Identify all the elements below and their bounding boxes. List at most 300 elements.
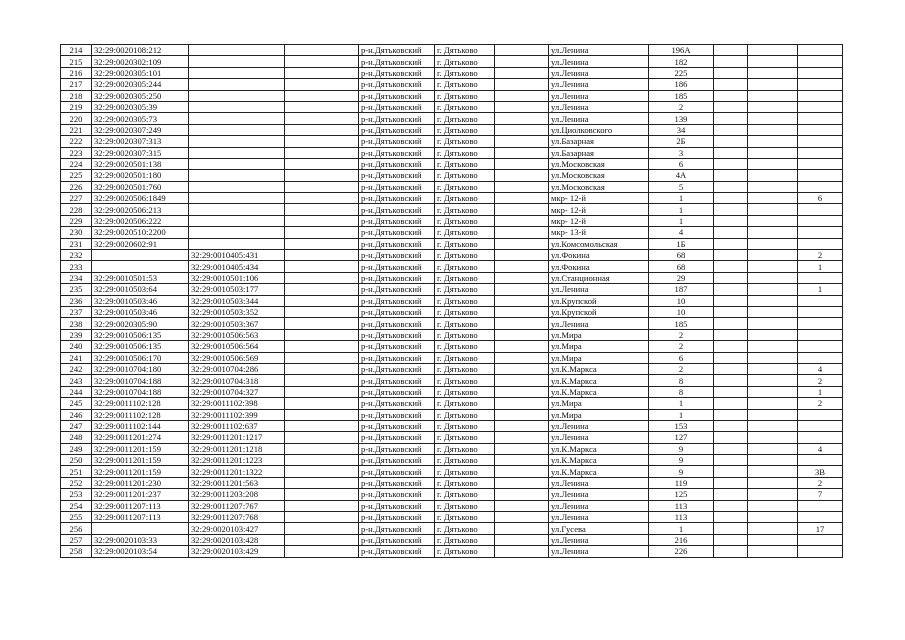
cell-house-number: 1 xyxy=(649,398,714,409)
cell-extra-cadastral xyxy=(285,466,359,477)
table-row xyxy=(61,170,843,181)
cell-street: мкр- 12-й xyxy=(549,193,649,204)
cell-street: ул.Мира xyxy=(549,409,649,420)
cell-settlement xyxy=(495,67,549,78)
cell-district: р-н.Дятьковский xyxy=(359,489,435,500)
property-register-table xyxy=(60,44,843,558)
cell-land-cadastral-number: 32:29:0020501:760 xyxy=(92,181,189,192)
cell-corpus xyxy=(798,500,843,511)
cell-land-cadastral-number: 32:29:0010506:135 xyxy=(92,341,189,352)
table-row xyxy=(61,272,843,283)
cell-object-cadastral-number: 32:29:0011201:563 xyxy=(189,477,285,488)
cell-corpus xyxy=(798,90,843,101)
cell-extra-cadastral xyxy=(285,181,359,192)
cell-street: ул.Ленина xyxy=(549,477,649,488)
cell-flat xyxy=(748,261,798,272)
cell-flat xyxy=(748,272,798,283)
cell-extra-cadastral xyxy=(285,67,359,78)
cell-house-number: 119 xyxy=(649,477,714,488)
cell-land-cadastral-number: 32:29:0020501:138 xyxy=(92,158,189,169)
cell-district: р-н.Дятьковский xyxy=(359,79,435,90)
cell-corpus xyxy=(798,432,843,443)
cell-land-cadastral-number: 32:29:0010503:64 xyxy=(92,284,189,295)
cell-row-number: 235 xyxy=(61,284,92,295)
cell-building xyxy=(714,215,748,226)
cell-extra-cadastral xyxy=(285,158,359,169)
cell-row-number: 233 xyxy=(61,261,92,272)
cell-corpus: 1 xyxy=(798,261,843,272)
cell-land-cadastral-number xyxy=(92,250,189,261)
cell-settlement xyxy=(495,420,549,431)
cell-corpus xyxy=(798,136,843,147)
cell-house-number: 226 xyxy=(649,546,714,557)
table-row xyxy=(61,158,843,169)
cell-row-number: 224 xyxy=(61,158,92,169)
cell-extra-cadastral xyxy=(285,455,359,466)
cell-row-number: 222 xyxy=(61,136,92,147)
cell-city: г. Дятьково xyxy=(435,306,495,317)
cell-settlement xyxy=(495,147,549,158)
cell-city: г. Дятьково xyxy=(435,375,495,386)
cell-flat xyxy=(748,432,798,443)
cell-land-cadastral-number: 32:29:0020302:109 xyxy=(92,56,189,67)
cell-city: г. Дятьково xyxy=(435,409,495,420)
cell-city: г. Дятьково xyxy=(435,79,495,90)
cell-settlement xyxy=(495,398,549,409)
cell-district: р-н.Дятьковский xyxy=(359,215,435,226)
cell-street: ул.Мира xyxy=(549,341,649,352)
cell-street: ул.К.Маркса xyxy=(549,443,649,454)
cell-flat xyxy=(748,101,798,112)
cell-house-number: 6 xyxy=(649,352,714,363)
cell-land-cadastral-number: 32:29:0020305:39 xyxy=(92,101,189,112)
cell-extra-cadastral xyxy=(285,329,359,340)
cell-corpus xyxy=(798,295,843,306)
cell-building xyxy=(714,443,748,454)
cell-house-number: 125 xyxy=(649,489,714,500)
table-row xyxy=(61,466,843,477)
table-row xyxy=(61,101,843,112)
cell-row-number: 239 xyxy=(61,329,92,340)
cell-building xyxy=(714,147,748,158)
cell-settlement xyxy=(495,101,549,112)
table-row xyxy=(61,45,843,56)
cell-flat xyxy=(748,227,798,238)
cell-house-number: 8 xyxy=(649,375,714,386)
cell-street: ул.К.Маркса xyxy=(549,363,649,374)
cell-object-cadastral-number: 32:29:0010506:569 xyxy=(189,352,285,363)
cell-city: г. Дятьково xyxy=(435,420,495,431)
cell-land-cadastral-number: 32:29:0011102:128 xyxy=(92,398,189,409)
table-row xyxy=(61,420,843,431)
cell-street: ул.Ленина xyxy=(549,56,649,67)
cell-house-number: 4 xyxy=(649,227,714,238)
cell-city: г. Дятьково xyxy=(435,45,495,56)
cell-city: г. Дятьково xyxy=(435,466,495,477)
cell-house-number: 5 xyxy=(649,181,714,192)
cell-object-cadastral-number xyxy=(189,56,285,67)
table-row xyxy=(61,284,843,295)
table-row xyxy=(61,534,843,545)
cell-land-cadastral-number: 32:29:0010506:135 xyxy=(92,329,189,340)
cell-street: ул.Ленина xyxy=(549,546,649,557)
cell-building xyxy=(714,420,748,431)
cell-building xyxy=(714,56,748,67)
table-row xyxy=(61,181,843,192)
cell-street: ул.Крупской xyxy=(549,306,649,317)
cell-row-number: 247 xyxy=(61,420,92,431)
cell-building xyxy=(714,181,748,192)
cell-district: р-н.Дятьковский xyxy=(359,136,435,147)
cell-house-number: 1 xyxy=(649,409,714,420)
cell-house-number: 139 xyxy=(649,113,714,124)
cell-house-number: 3 xyxy=(649,147,714,158)
cell-corpus: 4 xyxy=(798,363,843,374)
cell-house-number: 8 xyxy=(649,386,714,397)
cell-building xyxy=(714,227,748,238)
cell-extra-cadastral xyxy=(285,215,359,226)
cell-street: ул.Московская xyxy=(549,181,649,192)
cell-house-number: 182 xyxy=(649,56,714,67)
cell-object-cadastral-number xyxy=(189,215,285,226)
cell-land-cadastral-number: 32:29:0011201:159 xyxy=(92,455,189,466)
cell-flat xyxy=(748,466,798,477)
cell-district: р-н.Дятьковский xyxy=(359,158,435,169)
cell-row-number: 256 xyxy=(61,523,92,534)
cell-district: р-н.Дятьковский xyxy=(359,477,435,488)
cell-settlement xyxy=(495,455,549,466)
cell-district: р-н.Дятьковский xyxy=(359,295,435,306)
cell-city: г. Дятьково xyxy=(435,101,495,112)
cell-street: мкр- 12-й xyxy=(549,215,649,226)
cell-flat xyxy=(748,284,798,295)
cell-flat xyxy=(748,56,798,67)
cell-flat xyxy=(748,295,798,306)
cell-row-number: 236 xyxy=(61,295,92,306)
cell-street: ул.Ленина xyxy=(549,534,649,545)
cell-flat xyxy=(748,398,798,409)
cell-extra-cadastral xyxy=(285,420,359,431)
cell-land-cadastral-number: 32:29:0020108:212 xyxy=(92,45,189,56)
cell-district: р-н.Дятьковский xyxy=(359,329,435,340)
cell-settlement xyxy=(495,124,549,135)
cell-building xyxy=(714,409,748,420)
cell-row-number: 220 xyxy=(61,113,92,124)
cell-city: г. Дятьково xyxy=(435,489,495,500)
cell-building xyxy=(714,500,748,511)
cell-district: р-н.Дятьковский xyxy=(359,272,435,283)
table-row xyxy=(61,398,843,409)
cell-building xyxy=(714,375,748,386)
cell-house-number: 2Б xyxy=(649,136,714,147)
cell-flat xyxy=(748,534,798,545)
cell-corpus xyxy=(798,67,843,78)
cell-city: г. Дятьково xyxy=(435,215,495,226)
cell-row-number: 218 xyxy=(61,90,92,101)
cell-settlement xyxy=(495,272,549,283)
cell-flat xyxy=(748,79,798,90)
cell-row-number: 252 xyxy=(61,477,92,488)
cell-extra-cadastral xyxy=(285,477,359,488)
cell-land-cadastral-number: 32:29:0020305:73 xyxy=(92,113,189,124)
cell-city: г. Дятьково xyxy=(435,284,495,295)
cell-extra-cadastral xyxy=(285,193,359,204)
cell-flat xyxy=(748,375,798,386)
cell-extra-cadastral xyxy=(285,272,359,283)
cell-land-cadastral-number: 32:29:0020307:315 xyxy=(92,147,189,158)
cell-flat xyxy=(748,193,798,204)
cell-district: р-н.Дятьковский xyxy=(359,284,435,295)
cell-object-cadastral-number xyxy=(189,124,285,135)
cell-building xyxy=(714,318,748,329)
cell-building xyxy=(714,477,748,488)
cell-object-cadastral-number: 32:29:0011207:767 xyxy=(189,500,285,511)
cell-land-cadastral-number: 32:29:0020602:91 xyxy=(92,238,189,249)
cell-flat xyxy=(748,523,798,534)
cell-land-cadastral-number: 32:29:0011201:230 xyxy=(92,477,189,488)
cell-settlement xyxy=(495,363,549,374)
cell-land-cadastral-number: 32:29:0011201:159 xyxy=(92,443,189,454)
cell-corpus xyxy=(798,238,843,249)
cell-flat xyxy=(748,386,798,397)
cell-land-cadastral-number: 32:29:0010704:188 xyxy=(92,375,189,386)
cell-object-cadastral-number: 32:29:0010503:367 xyxy=(189,318,285,329)
cell-house-number: 127 xyxy=(649,432,714,443)
cell-land-cadastral-number: 32:29:0020305:250 xyxy=(92,90,189,101)
cell-district: р-н.Дятьковский xyxy=(359,170,435,181)
cell-row-number: 258 xyxy=(61,546,92,557)
cell-district: р-н.Дятьковский xyxy=(359,250,435,261)
cell-district: р-н.Дятьковский xyxy=(359,45,435,56)
cell-house-number: 225 xyxy=(649,67,714,78)
cell-flat xyxy=(748,250,798,261)
table-row xyxy=(61,352,843,363)
cell-corpus: 2 xyxy=(798,250,843,261)
cell-flat xyxy=(748,546,798,557)
table-row xyxy=(61,489,843,500)
cell-district: р-н.Дятьковский xyxy=(359,443,435,454)
cell-row-number: 223 xyxy=(61,147,92,158)
cell-settlement xyxy=(495,443,549,454)
cell-street: ул.Ленина xyxy=(549,45,649,56)
cell-row-number: 237 xyxy=(61,306,92,317)
cell-row-number: 214 xyxy=(61,45,92,56)
cell-corpus xyxy=(798,272,843,283)
cell-city: г. Дятьково xyxy=(435,124,495,135)
cell-extra-cadastral xyxy=(285,409,359,420)
cell-extra-cadastral xyxy=(285,45,359,56)
cell-settlement xyxy=(495,215,549,226)
cell-street: ул.Ленина xyxy=(549,512,649,523)
cell-extra-cadastral xyxy=(285,306,359,317)
table-row xyxy=(61,409,843,420)
cell-district: р-н.Дятьковский xyxy=(359,227,435,238)
table-row xyxy=(61,250,843,261)
cell-district: р-н.Дятьковский xyxy=(359,352,435,363)
cell-land-cadastral-number: 32:29:0010704:188 xyxy=(92,386,189,397)
cell-building xyxy=(714,238,748,249)
cell-settlement xyxy=(495,250,549,261)
cell-settlement xyxy=(495,386,549,397)
cell-corpus: 17 xyxy=(798,523,843,534)
cell-extra-cadastral xyxy=(285,489,359,500)
cell-land-cadastral-number: 32:29:0010704:180 xyxy=(92,363,189,374)
cell-building xyxy=(714,272,748,283)
cell-city: г. Дятьково xyxy=(435,170,495,181)
cell-house-number: 2 xyxy=(649,363,714,374)
cell-corpus: 6 xyxy=(798,193,843,204)
cell-city: г. Дятьково xyxy=(435,363,495,374)
cell-object-cadastral-number: 32:29:0010506:564 xyxy=(189,341,285,352)
cell-district: р-н.Дятьковский xyxy=(359,500,435,511)
cell-settlement xyxy=(495,56,549,67)
cell-corpus: 1 xyxy=(798,386,843,397)
table-row xyxy=(61,523,843,534)
table-row xyxy=(61,386,843,397)
cell-settlement xyxy=(495,204,549,215)
cell-corpus xyxy=(798,79,843,90)
table-row xyxy=(61,147,843,158)
cell-land-cadastral-number: 32:29:0020506:213 xyxy=(92,204,189,215)
cell-district: р-н.Дятьковский xyxy=(359,386,435,397)
cell-land-cadastral-number: 32:29:0020506:1849 xyxy=(92,193,189,204)
cell-district: р-н.Дятьковский xyxy=(359,398,435,409)
cell-district: р-н.Дятьковский xyxy=(359,113,435,124)
cell-row-number: 245 xyxy=(61,398,92,409)
cell-corpus xyxy=(798,512,843,523)
cell-object-cadastral-number xyxy=(189,45,285,56)
cell-object-cadastral-number: 32:29:0011203:208 xyxy=(189,489,285,500)
cell-building xyxy=(714,124,748,135)
cell-building xyxy=(714,398,748,409)
cell-street: ул.Ленина xyxy=(549,318,649,329)
table-row xyxy=(61,204,843,215)
cell-extra-cadastral xyxy=(285,318,359,329)
cell-city: г. Дятьково xyxy=(435,329,495,340)
cell-extra-cadastral xyxy=(285,534,359,545)
cell-row-number: 230 xyxy=(61,227,92,238)
cell-building xyxy=(714,489,748,500)
cell-flat xyxy=(748,443,798,454)
cell-corpus: 4 xyxy=(798,443,843,454)
table-row xyxy=(61,261,843,272)
cell-flat xyxy=(748,158,798,169)
cell-land-cadastral-number: 32:29:0020307:313 xyxy=(92,136,189,147)
cell-object-cadastral-number: 32:29:0010704:318 xyxy=(189,375,285,386)
cell-district: р-н.Дятьковский xyxy=(359,147,435,158)
cell-house-number: 1 xyxy=(649,215,714,226)
table-row xyxy=(61,477,843,488)
cell-house-number: 34 xyxy=(649,124,714,135)
cell-extra-cadastral xyxy=(285,500,359,511)
table-row xyxy=(61,215,843,226)
cell-street: мкр- 13-й xyxy=(549,227,649,238)
cell-extra-cadastral xyxy=(285,546,359,557)
cell-building xyxy=(714,101,748,112)
cell-flat xyxy=(748,90,798,101)
cell-corpus: 3В xyxy=(798,466,843,477)
cell-corpus xyxy=(798,409,843,420)
cell-flat xyxy=(748,352,798,363)
cell-flat xyxy=(748,363,798,374)
cell-land-cadastral-number: 32:29:0020103:54 xyxy=(92,546,189,557)
cell-street: ул.Базарная xyxy=(549,136,649,147)
cell-street: ул.Мира xyxy=(549,352,649,363)
cell-object-cadastral-number xyxy=(189,113,285,124)
cell-flat xyxy=(748,420,798,431)
cell-corpus: 1 xyxy=(798,284,843,295)
cell-row-number: 231 xyxy=(61,238,92,249)
cell-settlement xyxy=(495,523,549,534)
cell-district: р-н.Дятьковский xyxy=(359,124,435,135)
cell-land-cadastral-number: 32:29:0020506:222 xyxy=(92,215,189,226)
cell-extra-cadastral xyxy=(285,79,359,90)
cell-settlement xyxy=(495,546,549,557)
cell-corpus: 7 xyxy=(798,489,843,500)
cell-district: р-н.Дятьковский xyxy=(359,193,435,204)
cell-city: г. Дятьково xyxy=(435,90,495,101)
cell-object-cadastral-number: 32:29:0010405:434 xyxy=(189,261,285,272)
cell-city: г. Дятьково xyxy=(435,534,495,545)
cell-land-cadastral-number: 32:29:0010506:170 xyxy=(92,352,189,363)
cell-object-cadastral-number: 32:29:0010503:177 xyxy=(189,284,285,295)
cell-land-cadastral-number: 32:29:0011207:113 xyxy=(92,500,189,511)
cell-corpus xyxy=(798,352,843,363)
cell-district: р-н.Дятьковский xyxy=(359,363,435,374)
cell-extra-cadastral xyxy=(285,386,359,397)
cell-house-number: 2 xyxy=(649,101,714,112)
cell-corpus xyxy=(798,124,843,135)
cell-house-number: 10 xyxy=(649,306,714,317)
cell-object-cadastral-number xyxy=(189,147,285,158)
cell-settlement xyxy=(495,375,549,386)
cell-row-number: 253 xyxy=(61,489,92,500)
cell-building xyxy=(714,466,748,477)
cell-object-cadastral-number: 32:29:0010506:563 xyxy=(189,329,285,340)
table-row xyxy=(61,375,843,386)
cell-flat xyxy=(748,500,798,511)
cell-object-cadastral-number: 32:29:0011102:399 xyxy=(189,409,285,420)
cell-object-cadastral-number: 32:29:0011207:768 xyxy=(189,512,285,523)
cell-city: г. Дятьково xyxy=(435,158,495,169)
cell-row-number: 250 xyxy=(61,455,92,466)
cell-settlement xyxy=(495,193,549,204)
cell-corpus xyxy=(798,420,843,431)
cell-object-cadastral-number: 32:29:0020103:428 xyxy=(189,534,285,545)
cell-row-number: 219 xyxy=(61,101,92,112)
cell-flat xyxy=(748,67,798,78)
cell-street: ул.Мира xyxy=(549,398,649,409)
cell-city: г. Дятьково xyxy=(435,477,495,488)
cell-extra-cadastral xyxy=(285,284,359,295)
cell-extra-cadastral xyxy=(285,512,359,523)
cell-settlement xyxy=(495,90,549,101)
cell-land-cadastral-number: 32:29:0020510:2200 xyxy=(92,227,189,238)
cell-land-cadastral-number: 32:29:0011201:274 xyxy=(92,432,189,443)
table-row xyxy=(61,136,843,147)
cell-district: р-н.Дятьковский xyxy=(359,512,435,523)
cell-street: ул.Комсомольская xyxy=(549,238,649,249)
cell-city: г. Дятьково xyxy=(435,181,495,192)
cell-corpus xyxy=(798,329,843,340)
cell-settlement xyxy=(495,409,549,420)
cell-building xyxy=(714,261,748,272)
table-row xyxy=(61,90,843,101)
cell-flat xyxy=(748,181,798,192)
cell-corpus xyxy=(798,227,843,238)
cell-city: г. Дятьково xyxy=(435,455,495,466)
cell-object-cadastral-number xyxy=(189,158,285,169)
